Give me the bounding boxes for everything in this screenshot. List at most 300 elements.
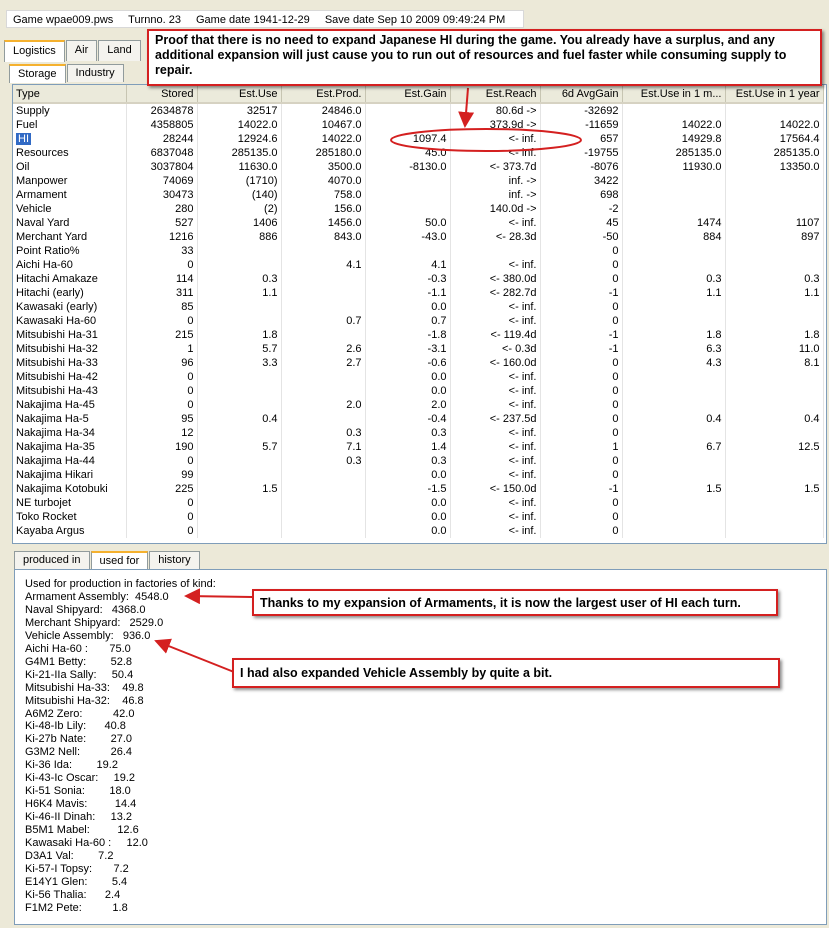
table-cell: 0.0: [365, 300, 450, 314]
table-cell: [197, 384, 281, 398]
table-cell: 3037804: [126, 160, 197, 174]
annotation-top: [147, 29, 822, 86]
table-cell: 373.9d ->: [450, 118, 540, 132]
table-row[interactable]: [13, 524, 823, 538]
tab-used-for[interactable]: used for: [91, 551, 149, 570]
table-cell: 30473: [126, 188, 197, 202]
table-cell: 1474: [622, 216, 725, 230]
table-cell: 1.1: [197, 286, 281, 300]
list-item: G3M2 Nell: 26.4: [25, 746, 132, 759]
table-cell: 2.6: [281, 342, 365, 356]
table-cell: [197, 468, 281, 482]
table-cell: -3.1: [365, 342, 450, 356]
table-cell: Nakajima Ha-35: [13, 440, 126, 454]
table-cell: 0: [126, 314, 197, 328]
table-cell: <- inf.: [450, 426, 540, 440]
table-cell: <- 0.3d: [450, 342, 540, 356]
table-cell: inf. ->: [450, 174, 540, 188]
table-cell: [725, 510, 823, 524]
table-cell: Aichi Ha-60: [13, 258, 126, 272]
annotation-vehicle-text: I had also expanded Vehicle Assembly by quite a bit.: [240, 666, 553, 680]
table-cell: 0.3: [281, 426, 365, 440]
table-cell: 1406: [197, 216, 281, 230]
table-cell: <- inf.: [450, 524, 540, 538]
list-item: Vehicle Assembly: 936.0: [25, 629, 151, 642]
table-cell: Armament: [13, 188, 126, 202]
table-cell: [197, 258, 281, 272]
annotation-armament-text: Thanks to my expansion of Armaments, it is now the largest user of HI each turn.: [260, 596, 741, 610]
table-cell: 0: [126, 384, 197, 398]
table-row[interactable]: [13, 482, 823, 496]
list-item: H6K4 Mavis: 14.4: [25, 798, 137, 811]
list-item: Ki-27b Nate: 27.0: [25, 733, 133, 746]
table-cell: [281, 300, 365, 314]
table-cell: 280: [126, 202, 197, 216]
table-cell: 0: [540, 426, 622, 440]
table-cell: 886: [197, 230, 281, 244]
table-cell: [622, 202, 725, 216]
table-cell: [197, 244, 281, 258]
table-cell: 85: [126, 300, 197, 314]
table-cell: 1.4: [365, 440, 450, 454]
table-cell: [281, 272, 365, 286]
table-cell: -0.6: [365, 356, 450, 370]
column-header-type[interactable]: Type: [13, 85, 126, 103]
table-cell: [197, 496, 281, 510]
table-cell: 0.3: [725, 272, 823, 286]
table-cell: [725, 314, 823, 328]
table-cell: Mitsubishi Ha-32: [13, 342, 126, 356]
table-cell: 32517: [197, 103, 281, 118]
list-item: Aichi Ha-60 : 75.0: [25, 642, 131, 655]
table-row[interactable]: [13, 454, 823, 468]
table-cell: -1: [540, 328, 622, 342]
table-row[interactable]: [13, 216, 823, 230]
table-cell: 140.0d ->: [450, 202, 540, 216]
table-row[interactable]: [13, 412, 823, 426]
table-cell: 6837048: [126, 146, 197, 160]
table-cell: 0.3: [622, 272, 725, 286]
table-cell: 80.6d ->: [450, 103, 540, 118]
table-cell: 0: [540, 314, 622, 328]
table-cell: Nakajima Ha-34: [13, 426, 126, 440]
table-cell: <- 119.4d: [450, 328, 540, 342]
table-row[interactable]: [13, 286, 823, 300]
storage-table-panel: [12, 84, 827, 544]
table-cell: 884: [622, 230, 725, 244]
table-cell: [197, 454, 281, 468]
table-cell: 215: [126, 328, 197, 342]
table-cell: 0: [126, 370, 197, 384]
table-row[interactable]: [13, 328, 823, 342]
table-cell: <- 380.0d: [450, 272, 540, 286]
table-cell: 0.7: [365, 314, 450, 328]
table-cell: 0.3: [197, 272, 281, 286]
table-cell: [622, 454, 725, 468]
table-cell: Resources: [13, 146, 126, 160]
tab-industry[interactable]: Industry: [67, 64, 124, 82]
table-cell: [197, 300, 281, 314]
table-cell: 13350.0: [725, 160, 823, 174]
table-cell: 1.8: [197, 328, 281, 342]
game-date: Game date 1941-12-29: [196, 14, 310, 26]
table-cell: 4.1: [365, 258, 450, 272]
table-cell: 96: [126, 356, 197, 370]
table-cell: 0: [540, 370, 622, 384]
table-cell: <- inf.: [450, 146, 540, 160]
table-cell: [281, 524, 365, 538]
table-cell: 0: [126, 258, 197, 272]
table-cell: 1.5: [725, 482, 823, 496]
table-cell: [281, 496, 365, 510]
table-cell: [281, 244, 365, 258]
table-cell: 2.7: [281, 356, 365, 370]
table-cell: 99: [126, 468, 197, 482]
table-cell: Naval Yard: [13, 216, 126, 230]
tab-produced-in[interactable]: produced in: [14, 551, 90, 569]
table-row[interactable]: [13, 132, 823, 146]
list-item: Naval Shipyard: 4368.0: [25, 603, 146, 616]
table-cell: 4070.0: [281, 174, 365, 188]
list-item: Mitsubishi Ha-33: 49.8: [25, 681, 144, 694]
table-cell: 1456.0: [281, 216, 365, 230]
table-cell: -1: [540, 482, 622, 496]
table-cell: [622, 384, 725, 398]
table-row[interactable]: [13, 146, 823, 160]
table-cell: <- 373.7d: [450, 160, 540, 174]
table-cell: [197, 426, 281, 440]
used-for-heading: Used for production in factories of kind:: [25, 578, 216, 590]
table-cell: Mitsubishi Ha-31: [13, 328, 126, 342]
table-cell: 0: [540, 244, 622, 258]
table-row[interactable]: [13, 300, 823, 314]
table-cell: [281, 384, 365, 398]
column-header-est-gain[interactable]: Est.Gain: [365, 85, 450, 103]
column-header-est-reach[interactable]: Est.Reach: [450, 85, 540, 103]
table-cell: [365, 202, 450, 216]
table-cell: 12.5: [725, 440, 823, 454]
table-cell: 285135.0: [622, 146, 725, 160]
table-cell: 758.0: [281, 188, 365, 202]
table-cell: 14022.0: [281, 132, 365, 146]
table-cell: [197, 524, 281, 538]
table-cell: [622, 510, 725, 524]
list-item: D3A1 Val: 7.2: [25, 850, 114, 863]
table-cell: <- 28.3d: [450, 230, 540, 244]
table-cell: 156.0: [281, 202, 365, 216]
table-cell: 5.7: [197, 342, 281, 356]
table-cell: 4358805: [126, 118, 197, 132]
table-cell: -0.3: [365, 272, 450, 286]
table-cell: (2): [197, 202, 281, 216]
table-cell: Mitsubishi Ha-42: [13, 370, 126, 384]
table-row[interactable]: [13, 510, 823, 524]
table-cell: 657: [540, 132, 622, 146]
table-cell: <- inf.: [450, 398, 540, 412]
table-cell: Manpower: [13, 174, 126, 188]
table-cell: [281, 370, 365, 384]
table-row[interactable]: [13, 468, 823, 482]
list-item: Ki-21-IIa Sally: 50.4: [25, 668, 134, 681]
table-row[interactable]: [13, 103, 823, 118]
table-cell: 2634878: [126, 103, 197, 118]
table-cell: 0: [126, 454, 197, 468]
save-date: Save date Sep 10 2009 09:49:24 PM: [324, 14, 506, 26]
table-cell: [197, 314, 281, 328]
table-cell: [725, 258, 823, 272]
table-cell: 0: [540, 300, 622, 314]
table-row[interactable]: [13, 118, 823, 132]
list-item: Ki-57-I Topsy: 7.2: [25, 862, 129, 875]
table-cell: Kawasaki Ha-60: [13, 314, 126, 328]
table-cell: -1.5: [365, 482, 450, 496]
table-cell: 0: [540, 258, 622, 272]
column-header-use-month[interactable]: Est.Use in 1 m...: [622, 85, 725, 103]
column-header-avg-gain[interactable]: 6d AvgGain: [540, 85, 622, 103]
table-cell: Nakajima Ha-44: [13, 454, 126, 468]
table-cell: <- inf.: [450, 440, 540, 454]
table-cell: 285135.0: [197, 146, 281, 160]
table-cell: Hitachi Amakaze: [13, 272, 126, 286]
table-cell: Fuel: [13, 118, 126, 132]
table-cell: [13, 132, 126, 146]
table-cell: -0.4: [365, 412, 450, 426]
table-cell: 12: [126, 426, 197, 440]
table-cell: 3500.0: [281, 160, 365, 174]
table-row[interactable]: [13, 342, 823, 356]
list-item: Ki-56 Thalia: 2.4: [25, 888, 121, 901]
table-cell: 0.0: [365, 524, 450, 538]
table-cell: NE turbojet: [13, 496, 126, 510]
table-row[interactable]: [13, 244, 823, 258]
table-cell: <- inf.: [450, 384, 540, 398]
list-item: Ki-48-Ib Lily: 40.8: [25, 720, 126, 733]
table-cell: 0: [126, 496, 197, 510]
table-cell: 45: [540, 216, 622, 230]
list-item: E14Y1 Glen: 5.4: [25, 875, 128, 888]
column-header-est-prod[interactable]: Est.Prod.: [281, 85, 365, 103]
table-row[interactable]: [13, 174, 823, 188]
top-tabs: [4, 40, 142, 62]
table-cell: [622, 496, 725, 510]
table-cell: 0: [540, 384, 622, 398]
table-cell: <- inf.: [450, 258, 540, 272]
table-cell: Nakajima Ha-45: [13, 398, 126, 412]
annotation-armament: [252, 589, 778, 616]
list-item: Mitsubishi Ha-32: 46.8: [25, 694, 144, 707]
table-cell: 3422: [540, 174, 622, 188]
table-cell: [622, 174, 725, 188]
list-item: F1M2 Pete: 1.8: [25, 901, 128, 914]
table-cell: 28244: [126, 132, 197, 146]
table-cell: 8.1: [725, 356, 823, 370]
list-item: A6M2 Zero: 42.0: [25, 707, 135, 720]
table-cell: 14022.0: [622, 118, 725, 132]
table-row[interactable]: [13, 356, 823, 370]
table-cell: 0.0: [365, 468, 450, 482]
table-cell: [725, 384, 823, 398]
table-cell: 0.0: [365, 370, 450, 384]
list-item: Ki-43-Ic Oscar: 19.2: [25, 772, 136, 785]
table-cell: [725, 244, 823, 258]
table-cell: 0.3: [365, 454, 450, 468]
table-cell: [365, 244, 450, 258]
table-cell: inf. ->: [450, 188, 540, 202]
table-cell: Oil: [13, 160, 126, 174]
table-cell: 17564.4: [725, 132, 823, 146]
table-cell: 0: [540, 454, 622, 468]
table-cell: 0: [540, 356, 622, 370]
table-cell: [622, 188, 725, 202]
table-cell: [622, 524, 725, 538]
table-cell: [197, 398, 281, 412]
title-bar: [6, 10, 524, 28]
table-row[interactable]: [13, 202, 823, 216]
table-cell: Nakajima Kotobuki: [13, 482, 126, 496]
table-cell: 0: [540, 524, 622, 538]
used-for-list: [25, 578, 216, 915]
table-cell: 0.4: [622, 412, 725, 426]
table-cell: 0: [540, 496, 622, 510]
table-cell: [281, 328, 365, 342]
table-cell: 1.5: [622, 482, 725, 496]
table-row[interactable]: [13, 258, 823, 272]
table-cell: 1097.4: [365, 132, 450, 146]
table-row[interactable]: [13, 384, 823, 398]
table-cell: 843.0: [281, 230, 365, 244]
table-cell: [622, 426, 725, 440]
table-row[interactable]: [13, 426, 823, 440]
table-row[interactable]: [13, 314, 823, 328]
table-cell: 1.1: [622, 286, 725, 300]
table-row[interactable]: [13, 398, 823, 412]
table-cell: <- inf.: [450, 510, 540, 524]
table-cell: Hitachi (early): [13, 286, 126, 300]
table-cell: <- 160.0d: [450, 356, 540, 370]
table-cell: [281, 468, 365, 482]
table-cell: 527: [126, 216, 197, 230]
table-cell: 114: [126, 272, 197, 286]
table-row[interactable]: [13, 496, 823, 510]
table-cell: [725, 103, 823, 118]
table-row[interactable]: [13, 188, 823, 202]
table-cell: [725, 524, 823, 538]
table-row[interactable]: [13, 440, 823, 454]
table-cell: 1: [126, 342, 197, 356]
table-cell: -8076: [540, 160, 622, 174]
table-cell: 11.0: [725, 342, 823, 356]
table-cell: 285135.0: [725, 146, 823, 160]
table-cell: 0: [126, 398, 197, 412]
table-cell: <- inf.: [450, 300, 540, 314]
table-cell: [725, 188, 823, 202]
table-cell: [622, 103, 725, 118]
selected-row-label[interactable]: HI: [18, 133, 29, 145]
table-cell: 1.1: [725, 286, 823, 300]
table-cell: [622, 300, 725, 314]
annotation-top-text: Proof that there is no need to expand Japanese HI during the game. You already have a surplus, and any additional expansion will just cause you to run out of resources and fuel faster while consuming supply to repair.: [155, 33, 787, 77]
table-cell: <- inf.: [450, 468, 540, 482]
table-cell: 0: [540, 398, 622, 412]
table-cell: 225: [126, 482, 197, 496]
annotation-vehicle: [232, 658, 780, 688]
table-cell: 0.7: [281, 314, 365, 328]
table-cell: 14929.8: [622, 132, 725, 146]
table-cell: 14022.0: [725, 118, 823, 132]
column-header-stored[interactable]: Stored: [126, 85, 197, 103]
table-cell: 7.1: [281, 440, 365, 454]
table-cell: [281, 482, 365, 496]
table-cell: Vehicle: [13, 202, 126, 216]
table-cell: [622, 398, 725, 412]
table-cell: [622, 468, 725, 482]
table-cell: <- inf.: [450, 216, 540, 230]
table-cell: [725, 398, 823, 412]
table-cell: [725, 174, 823, 188]
table-cell: 10467.0: [281, 118, 365, 132]
column-header-use-year[interactable]: Est.Use in 1 year: [725, 85, 823, 103]
table-cell: 0.0: [365, 510, 450, 524]
table-cell: 24846.0: [281, 103, 365, 118]
table-row[interactable]: [13, 230, 823, 244]
list-item: G4M1 Betty: 52.8: [25, 655, 132, 668]
table-cell: 285180.0: [281, 146, 365, 160]
table-cell: 0.4: [197, 412, 281, 426]
tab-storage[interactable]: Storage: [9, 64, 66, 83]
table-cell: 33: [126, 244, 197, 258]
list-item: Merchant Shipyard: 2529.0: [25, 616, 164, 629]
table-cell: -32692: [540, 103, 622, 118]
table-cell: 4.1: [281, 258, 365, 272]
tab-history[interactable]: history: [149, 551, 199, 569]
table-cell: [725, 300, 823, 314]
table-cell: 95: [126, 412, 197, 426]
table-cell: [622, 244, 725, 258]
table-cell: <- 150.0d: [450, 482, 540, 496]
table-cell: -1.1: [365, 286, 450, 300]
table-cell: 74069: [126, 174, 197, 188]
table-cell: 11630.0: [197, 160, 281, 174]
table-cell: 1: [540, 440, 622, 454]
table-cell: 3.3: [197, 356, 281, 370]
table-cell: [622, 258, 725, 272]
table-cell: [365, 103, 450, 118]
table-row[interactable]: [13, 370, 823, 384]
table-row[interactable]: [13, 160, 823, 174]
table-cell: [281, 286, 365, 300]
table-cell: 0: [126, 510, 197, 524]
tab-land[interactable]: Land: [98, 40, 140, 61]
table-cell: <- inf.: [450, 132, 540, 146]
table-cell: 11930.0: [622, 160, 725, 174]
list-item: Armament Assembly: 4548.0: [25, 590, 169, 603]
table-cell: 0.3: [365, 426, 450, 440]
table-cell: 4.3: [622, 356, 725, 370]
tab-air[interactable]: Air: [66, 40, 97, 61]
table-cell: -11659: [540, 118, 622, 132]
table-cell: [365, 118, 450, 132]
turn-number: Turnno. 23: [128, 14, 181, 26]
table-cell: Point Ratio%: [13, 244, 126, 258]
tab-logistics[interactable]: Logistics: [4, 40, 65, 62]
column-header-est-use[interactable]: Est.Use: [197, 85, 281, 103]
table-cell: [281, 412, 365, 426]
table-cell: -19755: [540, 146, 622, 160]
table-header: [13, 85, 823, 103]
table-row[interactable]: [13, 272, 823, 286]
table-cell: Kawasaki (early): [13, 300, 126, 314]
table-cell: 50.0: [365, 216, 450, 230]
